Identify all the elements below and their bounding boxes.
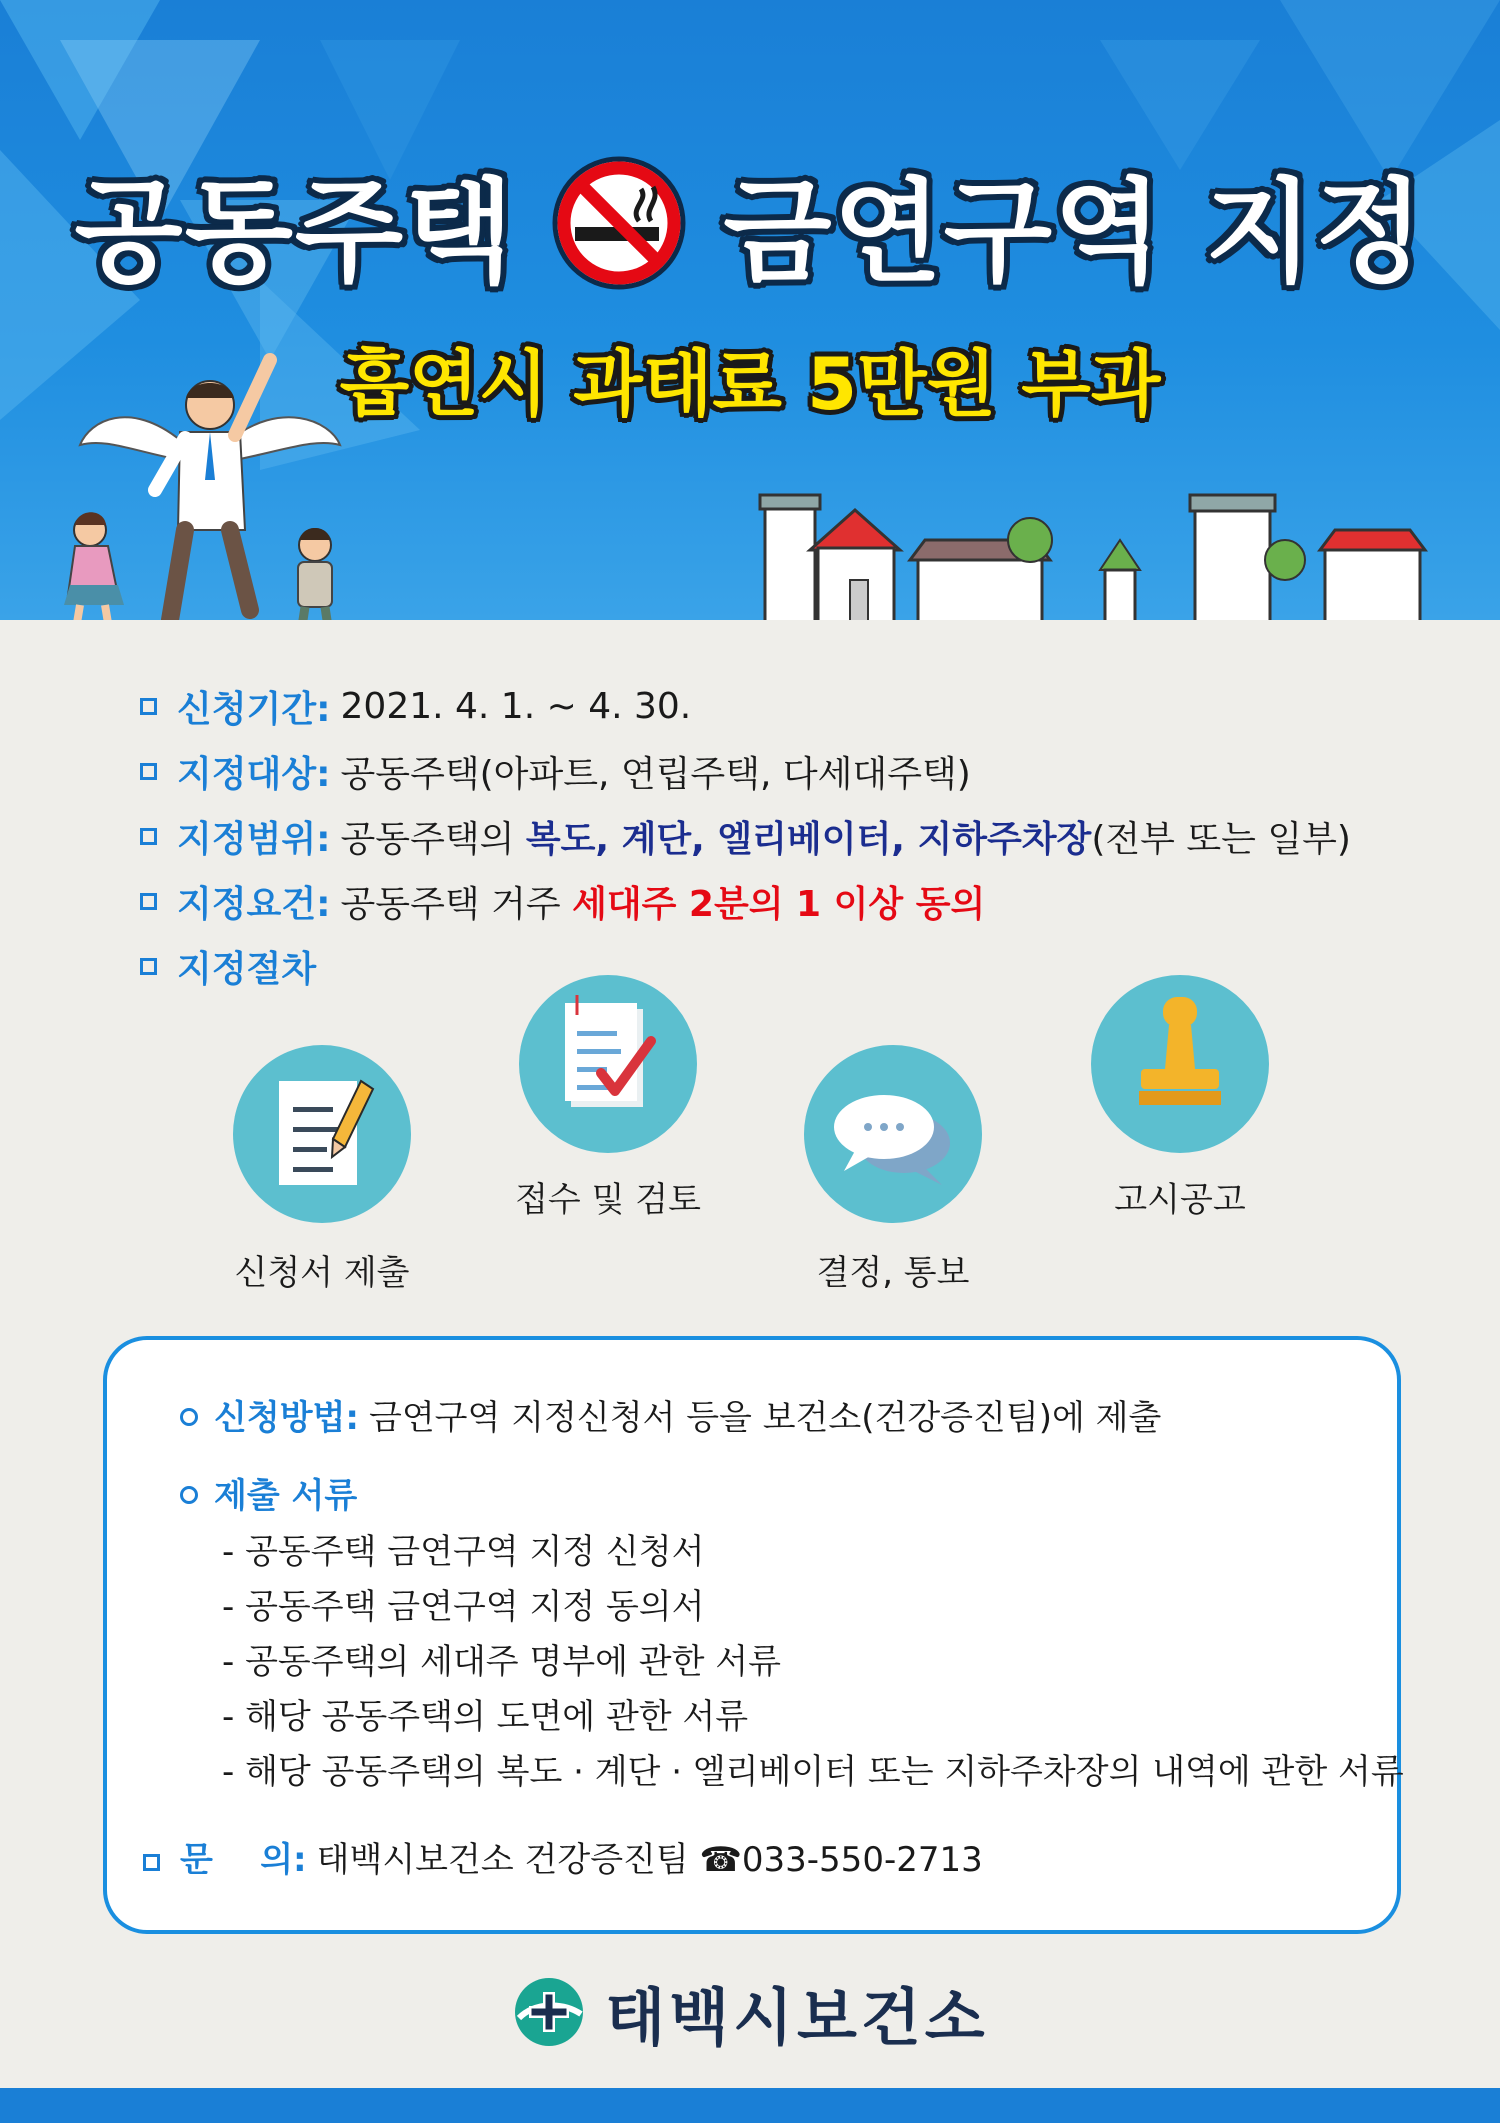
document-item: - 공동주택의 세대주 명부에 관한 서류	[222, 1642, 781, 1682]
document-item: - 공동주택 금연구역 지정 신청서	[222, 1532, 705, 1572]
step-3-circle	[804, 1045, 982, 1223]
info-requirement: 지정요건: 공동주택 거주 세대주 2분의 1 이상 동의	[140, 869, 1400, 934]
page-title	[0, 148, 1500, 298]
document-item: - 해당 공동주택의 도면에 관한 서류	[222, 1697, 749, 1737]
step-2-label: 접수 및 검토	[515, 1180, 701, 1220]
square-bullet-icon	[140, 893, 157, 910]
square-bullet-icon	[140, 828, 157, 845]
contact-row: 문 의: 태백시보건소 건강증진팀 ☎033-550-2713	[143, 1832, 983, 1881]
info-scope: 지정범위: 공동주택의 복도, 계단, 엘리베이터, 지하주차장 (전부 또는 일부)	[140, 804, 1400, 869]
step-3-label: 결정, 통보	[816, 1253, 970, 1293]
header-banner	[0, 0, 1500, 620]
stamp-icon	[1091, 975, 1269, 1153]
info-list	[140, 674, 1400, 999]
family-illustration	[30, 320, 380, 620]
info-target: 지정대상: 공동주택(아파트, 연립주택, 다세대주택)	[140, 739, 1400, 804]
document-pencil-icon	[233, 1045, 411, 1223]
fine-notice: 흡연시 과태료 5만원 부과	[339, 342, 1161, 426]
title-right: 금연구역 지정	[723, 167, 1426, 298]
houses-illustration	[750, 490, 1450, 620]
document-item: - 공동주택 금연구역 지정 동의서	[222, 1587, 705, 1627]
circle-bullet-icon	[180, 1486, 198, 1504]
square-bullet-icon	[140, 763, 157, 780]
step-1-circle	[233, 1045, 411, 1223]
step-2-circle	[519, 975, 697, 1153]
info-procedure: 지정절차	[140, 934, 1400, 999]
square-bullet-icon	[143, 1854, 160, 1871]
method-row: 신청방법: 금연구역 지정신청서 등을 보건소(건강증진팀)에 제출	[180, 1390, 1161, 1439]
speech-bubble-icon	[804, 1045, 982, 1223]
square-bullet-icon	[140, 698, 157, 715]
health-center-logo-icon	[511, 1974, 587, 2050]
application-info-box	[103, 1336, 1404, 1934]
square-bullet-icon	[140, 958, 157, 975]
bottom-bar	[0, 2088, 1500, 2123]
document-item: - 해당 공동주택의 복도 · 계단 · 엘리베이터 또는 지하주차장의 내역에 관한 서류	[222, 1752, 1404, 1792]
circle-bullet-icon	[180, 1408, 198, 1426]
step-1-label: 신청서 제출	[234, 1253, 410, 1293]
no-smoking-icon	[549, 153, 689, 293]
checklist-icon	[519, 975, 697, 1153]
logo-text: 태백시보건소	[605, 1980, 989, 2054]
step-4-circle	[1091, 975, 1269, 1153]
documents-heading: 제출 서류	[180, 1468, 367, 1517]
footer-logo	[0, 1962, 1500, 2062]
info-period: 신청기간: 2021. 4. 1. ~ 4. 30.	[140, 674, 1400, 739]
title-left: 공동주택	[74, 167, 516, 298]
step-4-label: 고시공고	[1114, 1180, 1246, 1220]
